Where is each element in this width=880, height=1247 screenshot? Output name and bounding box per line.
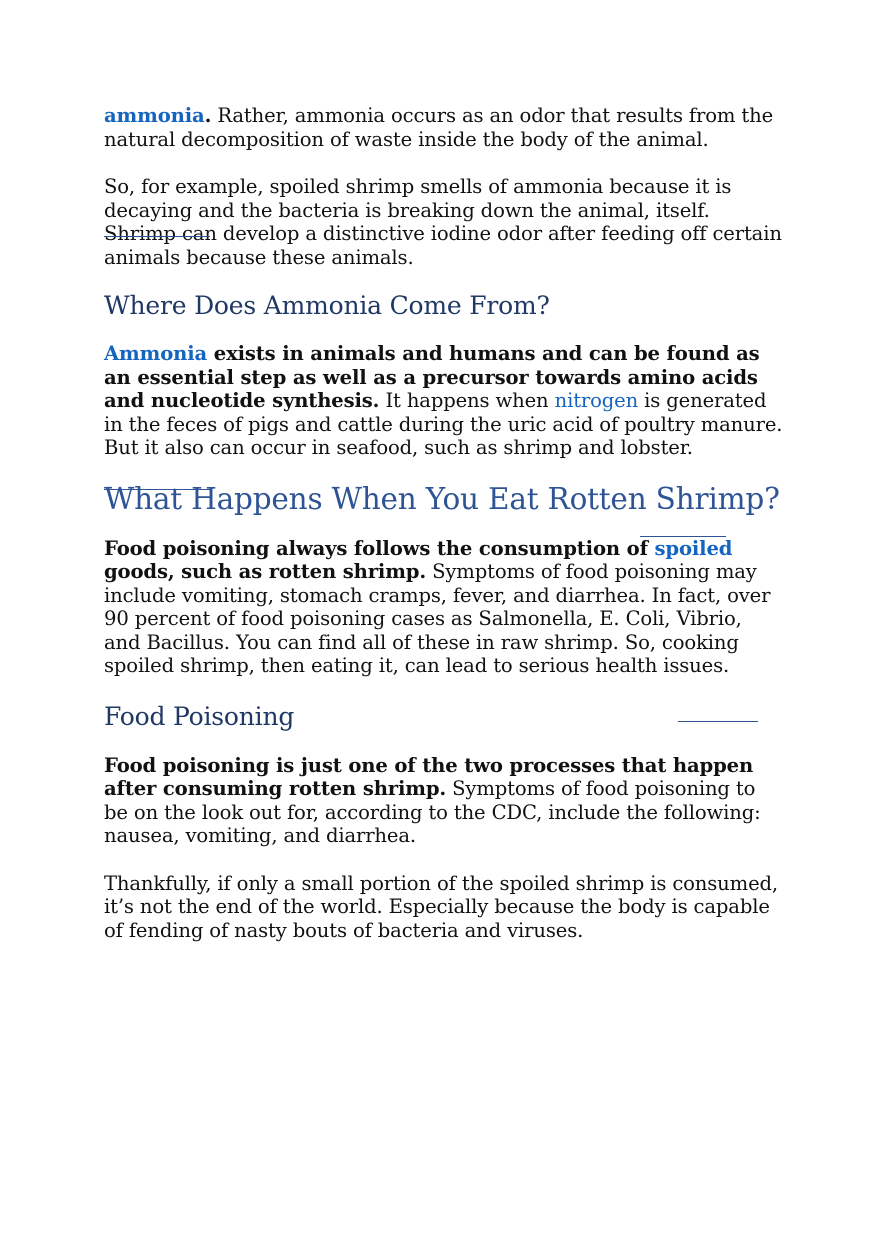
- rotten-lead-bold-b: goods, such as rotten shrimp.: [104, 560, 427, 583]
- food-lead-bold: Food poisoning is just one of the two processes that happen after consuming rotten shrimp.: [104, 753, 754, 800]
- nitrogen-link[interactable]: nitrogen: [554, 389, 639, 412]
- heading-rotten-shrimp: What Happens When You Eat Rotten Shrimp?: [104, 481, 780, 516]
- rotten-text: Symptoms of food poisoning may include vomiting, stomach cramps, fever, and diarrhea. In fact, over 90 percent of food poisoning cases as Salmonella, E. Coli, Vibrio, and Bacillus. You can find all of these in raw shrimp. So, cooking spoiled shrimp, then eating it, can lead to serious health issues.: [104, 560, 771, 677]
- stray-rule-4: [678, 721, 758, 722]
- ammonia-section-link[interactable]: Ammonia: [104, 342, 208, 365]
- ammonia-link[interactable]: ammonia: [104, 104, 205, 127]
- stray-rule-3: [640, 536, 726, 537]
- intro-paragraph-2: So, for example, spoiled shrimp smells of ammonia because it is decaying and the bacteria is breaking down the animal, itself. Shrimp can develop a distinctive iodine odor after feeding off certain animals because these animals.: [104, 175, 782, 269]
- ammonia-lead-bold: exists in animals and humans and can be found as an essential step as well as a precursor towards amino acids and nucleotide synthesis.: [104, 342, 760, 412]
- document-page: [104, 104, 784, 942]
- ammonia-paragraph: [104, 342, 784, 460]
- heading-food-poisoning: Food Poisoning: [104, 701, 295, 731]
- ammonia-link-period: .: [204, 104, 212, 127]
- ammonia-text-a: It happens when: [379, 389, 555, 412]
- food-paragraph-1: [104, 754, 784, 848]
- stray-rule-2: [104, 489, 210, 490]
- ammonia-text-b: is generated in the feces of pigs and cattle during the uric acid of poultry manure. But it also can occur in seafood, such as shrimp and lobster.: [104, 389, 783, 459]
- heading-where-ammonia: Where Does Ammonia Come From?: [104, 291, 550, 320]
- stray-rule-1: [104, 236, 210, 237]
- rotten-paragraph: [104, 537, 784, 678]
- intro-paragraph-1-text: Rather, ammonia occurs as an odor that results from the natural decomposition of waste inside the body of the animal.: [104, 104, 774, 151]
- food-text: Symptoms of food poisoning to be on the look out for, according to the CDC, include the following: nausea, vomiting, and diarrhea.: [104, 777, 761, 847]
- intro-paragraph-1: [104, 104, 784, 151]
- food-paragraph-2: Thankfully, if only a small portion of the spoiled shrimp is consumed, it’s not the end of the world. Especially because the body is capable of fending of nasty bouts of bacteria and viruses.: [104, 871, 778, 942]
- spoiled-link[interactable]: spoiled: [654, 536, 733, 560]
- rotten-lead-bold-a: Food poisoning always follows the consumption of: [104, 536, 655, 560]
